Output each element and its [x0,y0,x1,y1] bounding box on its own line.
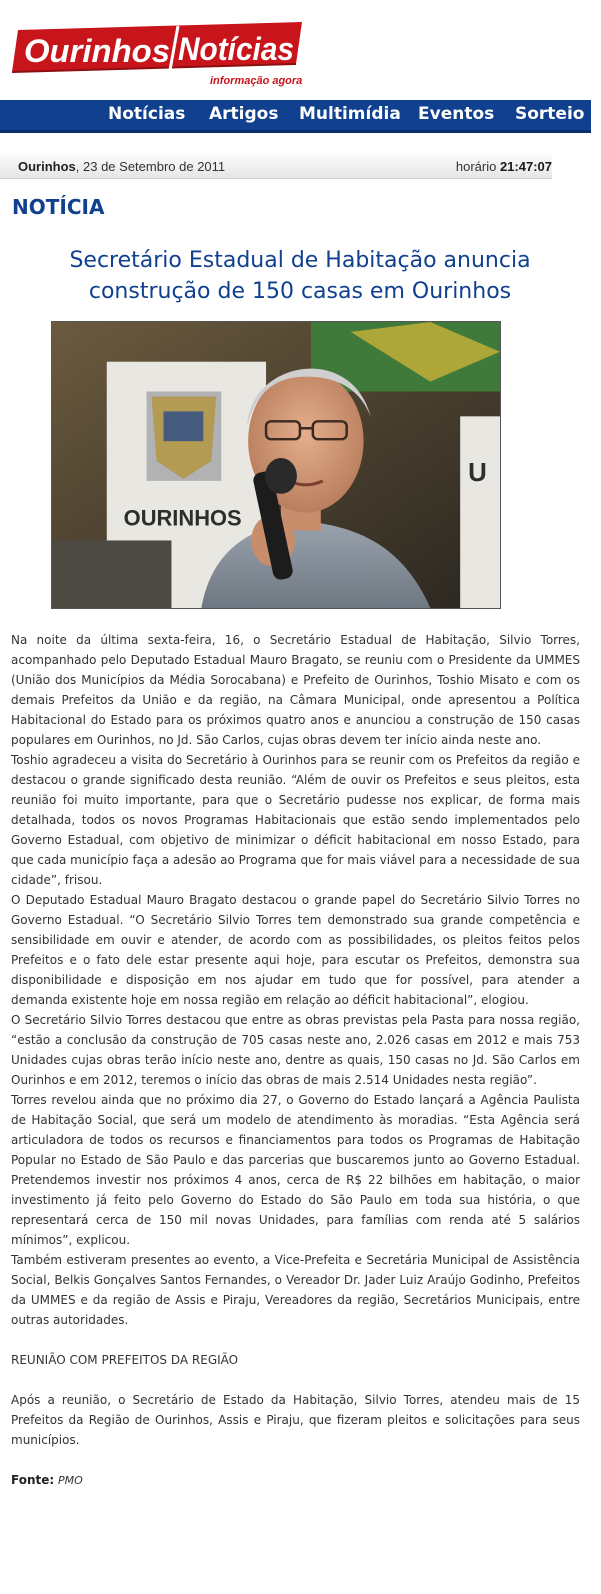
article-paragraph: Toshio agradeceu a visita do Secretário à Ourinhos para se reunir com os Prefeitos da região e destacou o grande significado desta reunião. “Além de ouvir os Prefeitos e seus pleitos, esta reunião foi muito importante, para que o Secretário pudesse nos explicar, de forma mais detalhada, todos os novos Programas Habitacionais que estão sendo implementados pelo Governo Estadual, com objetivo de minimizar o déficit habitacional em nosso Estado, para que cada município faça a adesão ao Programa que for mais viável para a necessidade de sua cidade”, frisou. [11,753,580,887]
article-source [11,1470,580,1491]
logo-word-noticias: Notícias [178,31,294,67]
source-label: Fonte: [11,1473,55,1487]
photo-banner-text: OURINHOS [123,505,242,531]
article-paragraph: Na noite da última sexta-feira, 16, o Secretário Estadual de Habitação, Silvio Torres, acompanhado pelo Deputado Estadual Mauro Bragato, se reuniu com o Presidente da UMMES (União dos Municípios da Média Sorocabana) e Prefeito de Ourinhos, Toshio Misato e com os demais Prefeitos da União e da região, na Câmara Municipal, onde apresentou a Política Habitacional do Estado para os próximos quatro anos e anunciou a construção de 150 casas populares em Ourinhos, no Jd. São Carlos, cujas obras devem ter início ainda neste ano. [11,633,580,747]
nav-item-sorteio[interactable]: Sorteio [515,104,585,124]
article-subheading: REUNIÃO COM PREFEITOS DA REGIÃO [11,1353,239,1367]
article-photo [51,321,501,609]
source-value: PMO [58,1474,83,1487]
current-date [18,159,225,174]
nav-item-multimidia[interactable]: Multimídia [299,104,401,124]
site-logo[interactable] [10,22,310,97]
nav-item-eventos[interactable]: Eventos [418,104,495,124]
section-title: NOTÍCIA [12,195,105,219]
photo-illustration [52,322,500,608]
time-value: 21:47:07 [499,159,552,174]
article-paragraph: O Deputado Estadual Mauro Bragato destacou o grande papel do Secretário Silvio Torres no Governo Estadual. “O Secretário Silvio Torres tem demonstrado sua grande competência e sensibilidade em ouvir e atender, de acordo com as possibilidades, os pleitos feitos pelos Prefeitos e o fato dele estar presente aqui hoje, para escutar os Prefeitos, demonstra sua disponibilidade e disposição em nos ajudar em tudo que for possível, para atender a demanda existente hoje em nossa região em relação ao déficit habitacional”, elogiou. [11,893,580,1007]
time-label: horário [455,159,500,174]
photo-banner-text-right: U [468,458,487,487]
article-paragraph: Também estiveram presentes ao evento, a Vice-Prefeita e Secretária Municipal de Assistência Social, Belkis Gonçalves Santos Fernandes, o Vereador Dr. Jader Luiz Araújo Godinho, Prefeitos da UMMES e da região de Assis e Piraju, Vereadores da região, Secretários Municipais, entre outras autoridades. [11,1253,580,1327]
main-nav [0,100,591,133]
date-bar [0,150,552,179]
nav-item-noticias[interactable]: Notícias [108,104,186,124]
article-paragraph: Torres revelou ainda que no próximo dia 27, o Governo do Estado lançará a Agência Paulista de Habitação Social, que será um modelo de atendimento às moradias. “Esta Agência será articuladora de todos os recursos e financiamentos para todos os Programas de Habitação Popular no Estado de São Paulo e das parcerias que buscaremos junto ao Governo Estadual. Pretendemos investir nos próximos 4 anos, cerca de R$ 22 bilhões em habitação, o maior investimento já feito pelo Governo do Estado do São Paulo em toda sua história, o que representará cerca de 150 mil novas Unidades, para famílias com renda até 5 salários mínimos”, explicou. [11,1093,580,1247]
article-paragraph: Após a reunião, o Secretário de Estado da Habitação, Silvio Torres, atendeu mais de 15 Prefeitos da Região de Ourinhos, Assis e Piraju, que fizeram pleitos e solicitações para seus municípios. [11,1393,580,1447]
date-value: , 23 de Setembro de 2011 [75,159,226,174]
current-time [456,159,552,174]
article-paragraph: O Secretário Silvio Torres destacou que entre as obras previstas pela Pasta para nossa região, “estão a conclusão da construção de 705 casas neste ano, 2.026 casas em 2012 e mais 753 Unidades cujas obras terão início neste ano, dentre as quais, 150 casas no Jd. São Carlos em Ourinhos e em 2012, teremos o início das obras de mais 2.514 Unidades nesta região”. [11,1013,580,1087]
date-city: Ourinhos [18,159,76,174]
nav-item-artigos[interactable]: Artigos [209,104,279,124]
article-body [11,630,580,1491]
logo-word-ourinhos: Ourinhos [24,33,170,69]
logo-tagline: informação agora [210,75,303,87]
article-headline: Secretário Estadual de Habitação anuncia construção de 150 casas em Ourinhos [69,248,531,304]
